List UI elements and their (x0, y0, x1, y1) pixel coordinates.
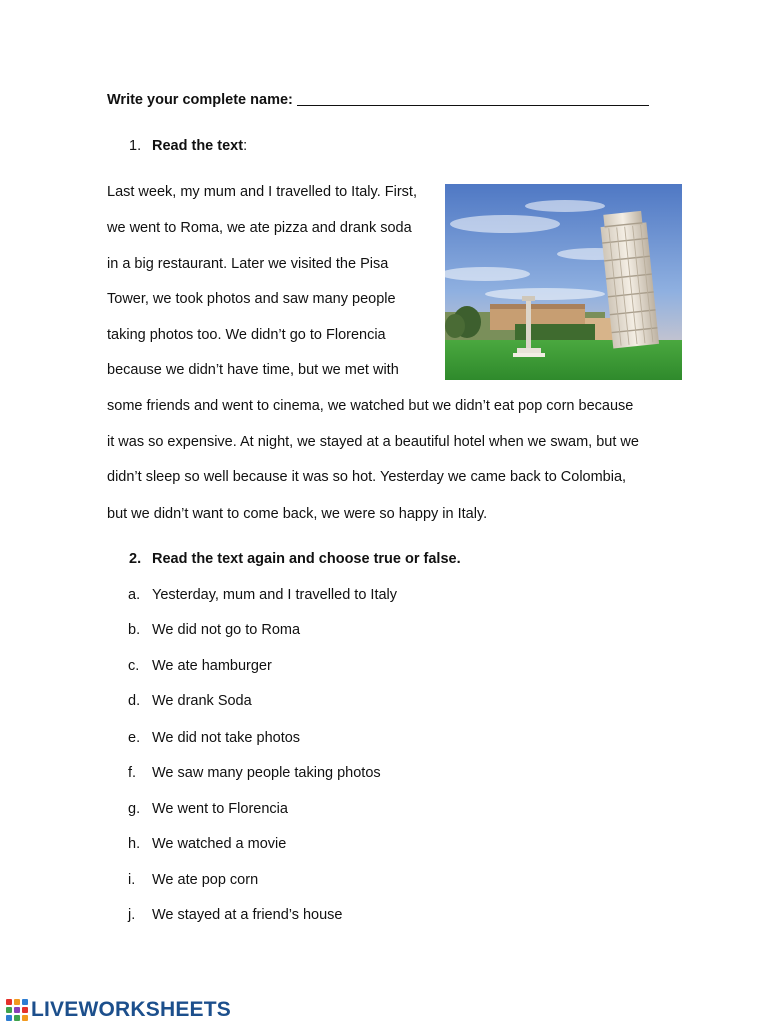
reading-line: we went to Roma, we ate pizza and drank soda (107, 220, 412, 236)
pisa-tower-photo (445, 184, 682, 380)
section-2-title: Read the text again and choose true or false. (152, 551, 461, 567)
reading-line: taking photos too. We didn’t go to Florencia (107, 327, 386, 343)
section-1-title: Read the text: (152, 138, 248, 154)
liveworksheets-logo-text: LIVEWORKSHEETS (31, 998, 231, 1021)
reading-line: but we didn’t want to come back, we were so happy in Italy. (107, 506, 488, 522)
name-prompt-row (107, 91, 649, 108)
name-input-line[interactable] (297, 91, 649, 106)
liveworksheets-logo[interactable] (6, 998, 231, 1022)
section-2-number: 2. (129, 551, 142, 567)
reading-line: some friends and went to cinema, we watched but we didn’t eat pop corn because (107, 398, 634, 414)
reading-line: because we didn’t have time, but we met with (107, 362, 399, 378)
section-1-number: 1. (129, 138, 142, 154)
reading-line: Last week, my mum and I travelled to Italy. First, (107, 184, 417, 200)
name-prompt-label: Write your complete name: (107, 92, 293, 108)
reading-line: Tower, we took photos and saw many people (107, 291, 396, 307)
reading-line: it was so expensive. At night, we stayed at a beautiful hotel when we swam, but we (107, 434, 639, 450)
reading-line: didn’t sleep so well because it was so hot. Yesterday we came back to Colombia, (107, 469, 627, 485)
liveworksheets-logo-icon (6, 999, 28, 1021)
reading-line: in a big restaurant. Later we visited the Pisa (107, 256, 389, 272)
